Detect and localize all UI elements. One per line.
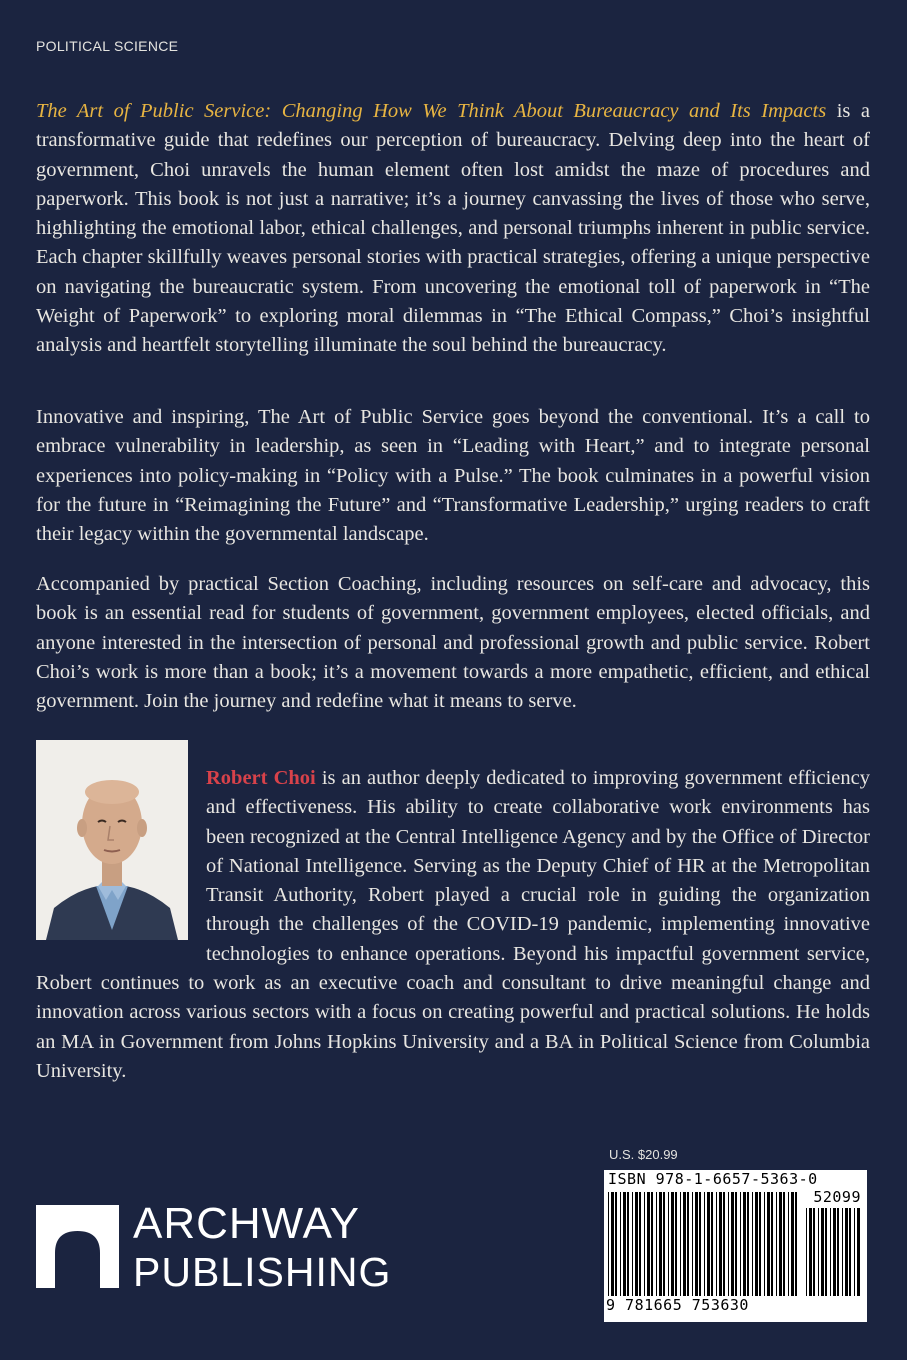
description-paragraph-1-body: is a transformative guide that redefines our perception of bureaucracy. Delving deep into the heart of government, Choi unravels the human element often lost amidst the maze of procedures and paperwork. This book is not just a narrative; it’s a journey canvassing the lives of those who serve, highlighting the emotional labor, ethical challenges, and personal triumphs inherent in public service. Each chapter skillfully weaves personal stories with practical strategies, offering a unique perspective on navigating the bureaucratic system. From uncovering the emotional toll of paperwork in “The Weight of Paperwork” to exploring moral dilemmas in “The Ethical Compass,” Choi’s insightful analysis and heartfelt storytelling illuminate the soul behind the bureaucracy. xyxy=(36,100,870,357)
description-paragraph-1 xyxy=(36,97,870,361)
category-label: POLITICAL SCIENCE xyxy=(36,38,179,54)
archway-logo-icon xyxy=(36,1205,119,1288)
price-label: U.S. $20.99 xyxy=(609,1147,678,1162)
publisher-name-line-1: ARCHWAY xyxy=(133,1199,360,1248)
isbn-text: ISBN 978-1-6657-5363-0 xyxy=(608,1170,818,1188)
author-name: Robert Choi xyxy=(206,767,316,789)
barcode-addon-number: 52099 xyxy=(813,1188,861,1206)
publisher-logo xyxy=(36,1199,416,1295)
isbn-barcode xyxy=(604,1170,867,1322)
description-paragraph-2: Innovative and inspiring, The Art of Public Service goes beyond the conventional. It’s a call to embrace vulnerability in leadership, as seen in “Leading with Heart,” and to integrate personal experiences into policy-making in “Policy with a Pulse.” The book culminates in a powerful vision for the future in “Reimagining the Future” and “Transformative Leadership,” urging readers to craft their legacy within the governmental landscape. xyxy=(36,406,870,546)
publisher-name-line-2: PUBLISHING xyxy=(133,1249,392,1295)
barcode-bars-icon xyxy=(606,1192,802,1296)
book-title: The Art of Public Service: Changing How We Think About Bureaucracy and Its Impacts xyxy=(36,100,827,122)
addon-barcode-bars-icon xyxy=(804,1208,864,1296)
author-bio-text: is an author deeply dedicated to improving government efficiency and effectiveness. His ability to create collaborative work environments has been recognized at the Central Intelligence Agency and by the Office of Director of National Intelligence. Serving as the Deputy Chief of HR at the Metropolitan Transit Authority, Robert played a crucial role in guiding the organization through the challenges of the COVID-19 pandemic, implementing innovative technologies to enhance operations. Beyond his impactful government service, Robert continues to work as an executive coach and consultant to drive meaningful change and innovation across various sectors with a focus on creating powerful and practical solutions. He holds an MA in Government from Johns Hopkins University and a BA in Political Science from Columbia University. xyxy=(36,767,870,1082)
description-paragraph-3: Accompanied by practical Section Coaching, including resources on self-care and advocacy, this book is an essential read for students of government, government employees, elected officials, and anyone interested in the intersection of personal and professional growth and public service. Robert Choi’s work is more than a book; it’s a movement towards a more empathetic, efficient, and ethical government. Join the journey and redefine what it means to serve. xyxy=(36,573,870,713)
author-bio xyxy=(36,764,870,1086)
ean-digits: 9 781665 753630 xyxy=(606,1296,749,1314)
